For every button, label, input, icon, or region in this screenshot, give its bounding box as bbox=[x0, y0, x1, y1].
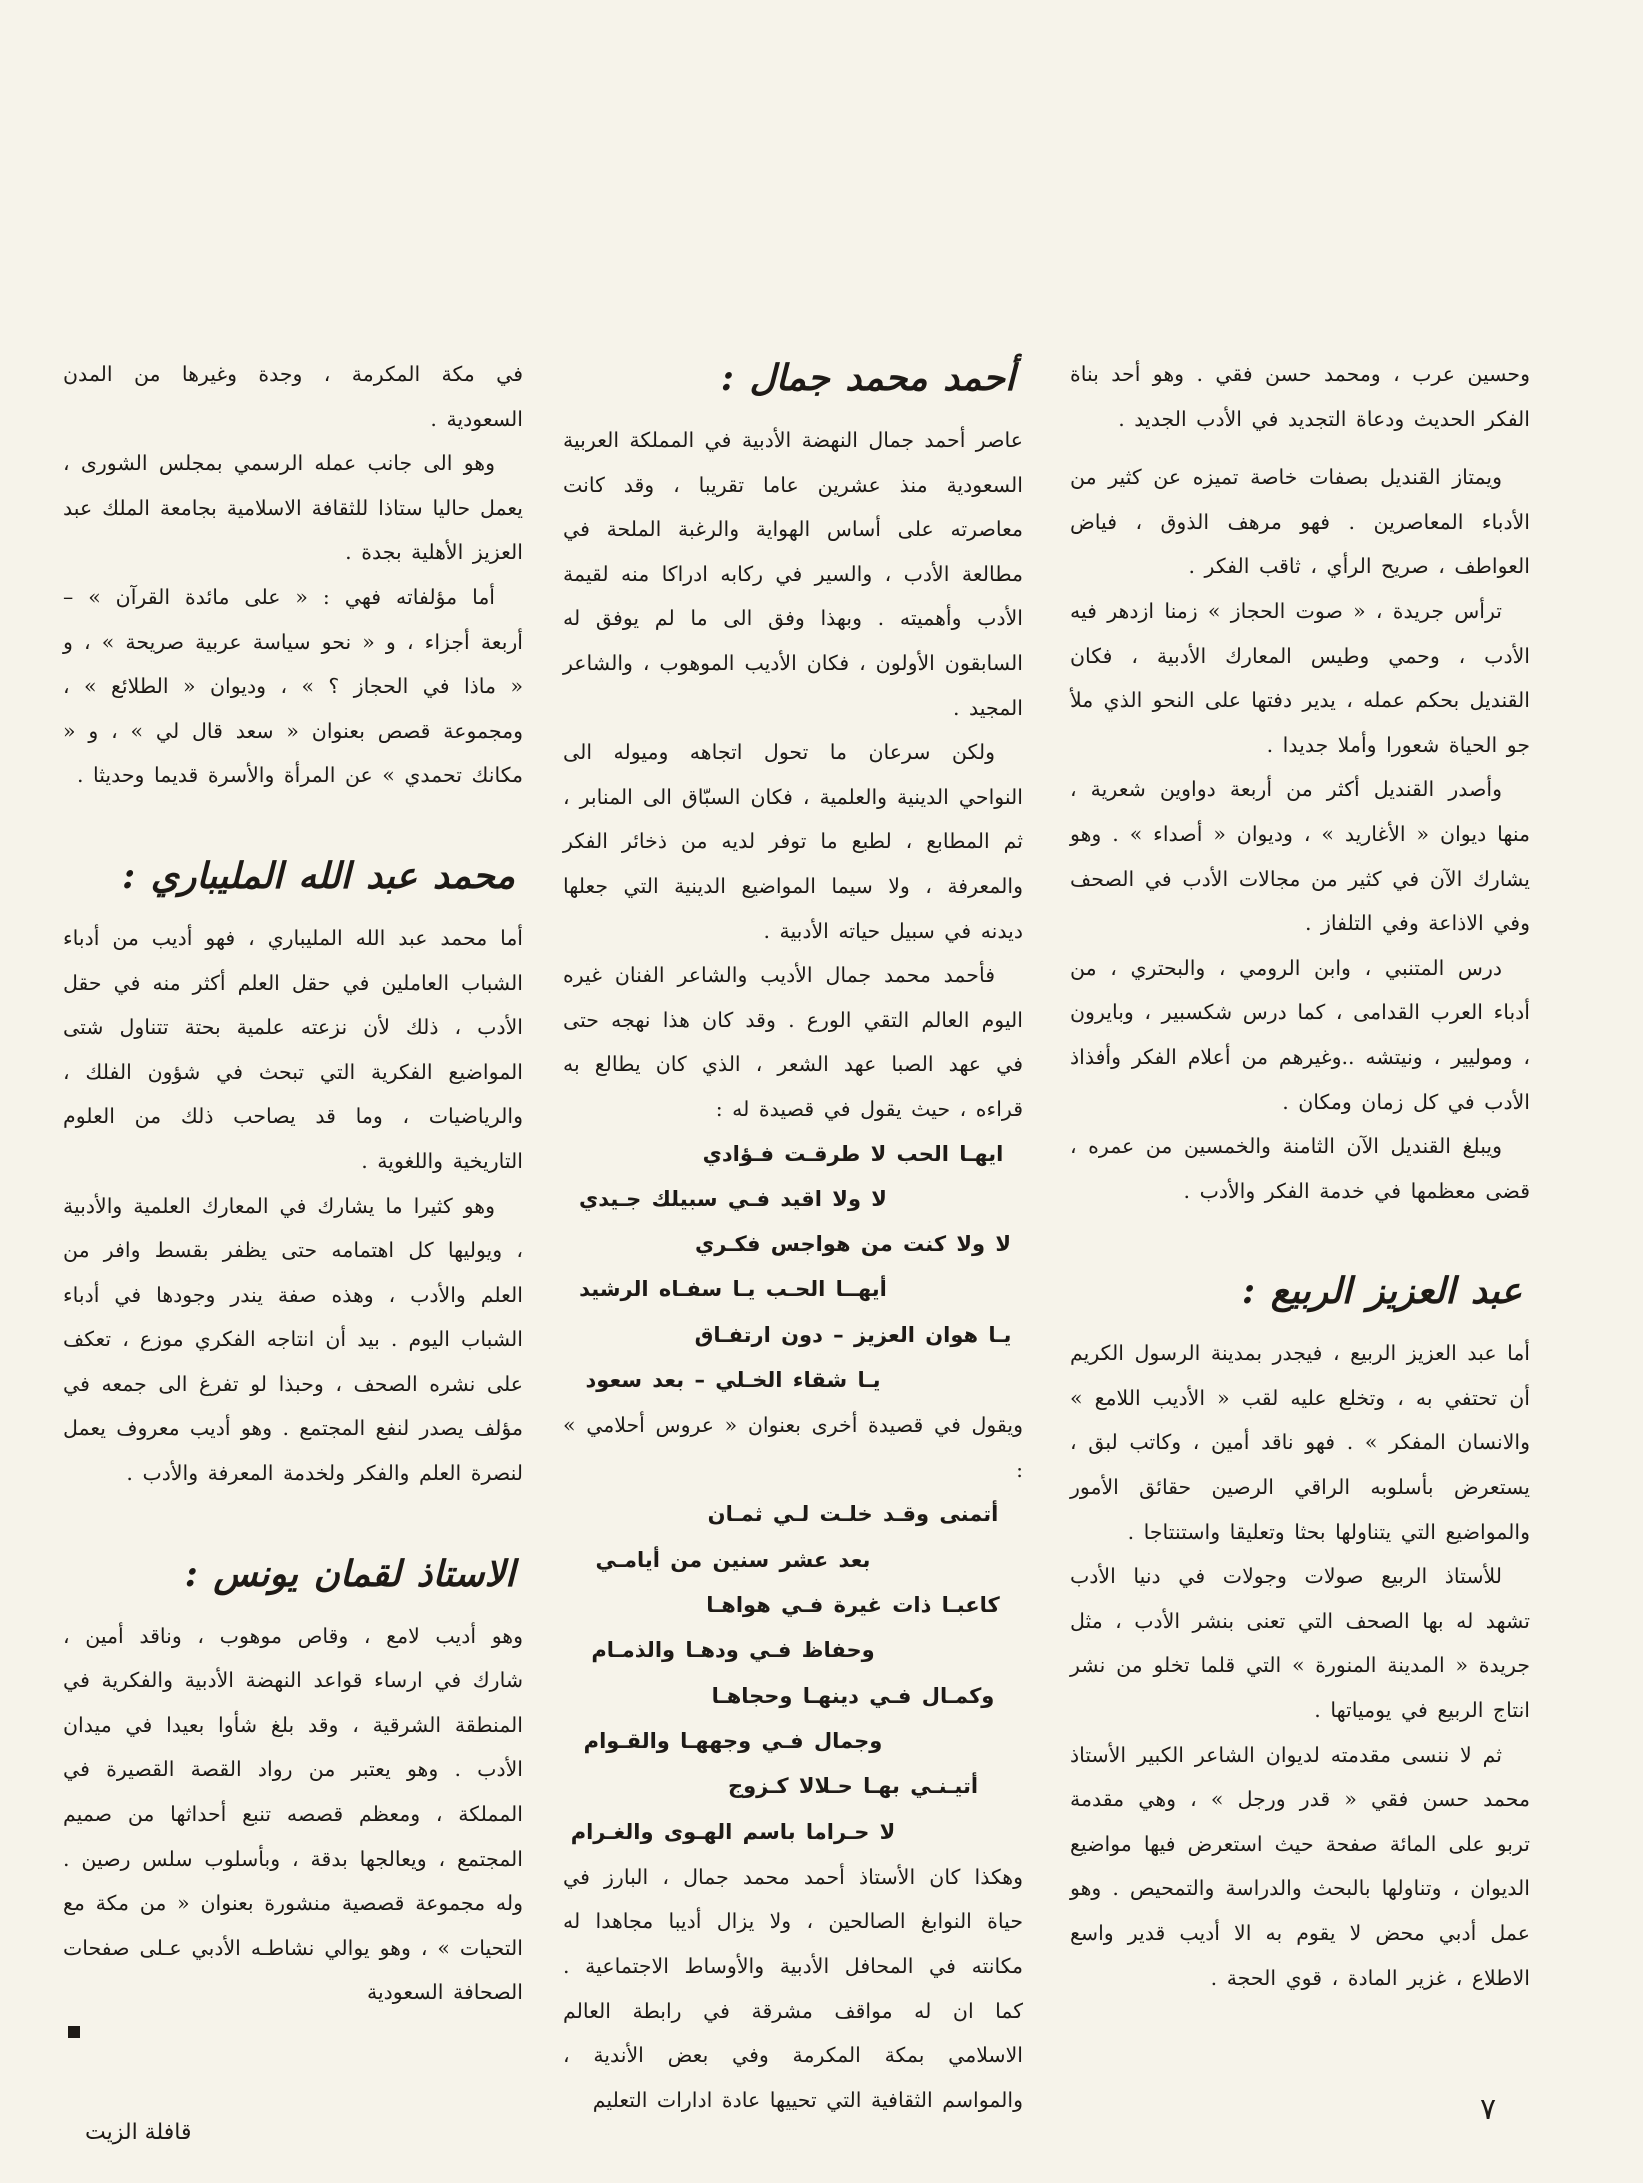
paragraph: وهو كثيرا ما يشارك في المعارك العلمية والأدبية ، ويوليها كل اهتمامه حتى يظفر بقسط وافر من العلم والأدب ، وهذه صفة يندر وجودها في أدباء الشباب اليوم . بيد أن انتاجه الفكري موزع ، تعكف على نشره الصحف ، وحبذا لو تفرغ الى جمعه في مؤلف يصدر لنفع المجتمع . وهو أديب معروف يعمل لنصرة العلم والفكر ولخدمة المعرفة والأدب . bbox=[63, 1193, 523, 1486]
column-right bbox=[1070, 352, 1530, 2072]
paragraph: ويمتاز القنديل بصفات خاصة تميزه عن كثير من الأدباء المعاصرين . فهو مرهف الذوق ، فياض العواطف ، صريح الرأي ، ثاقب الفكر . bbox=[1070, 465, 1530, 579]
section-heading: عبد العزيز الربيع : bbox=[1241, 1270, 1522, 1313]
paragraph: وأصدر القنديل أكثر من أربعة دواوين شعرية ، منها ديوان « الأغاريد » ، وديوان « أصداء » . وهو يشارك الآن في كثير من مجالات الأدب في الصحف وفي الاذاعة وفي التلفاز . bbox=[1070, 777, 1530, 936]
poem-verse: لا ولا اقيد فـي سبيلك جـيدي bbox=[579, 1186, 887, 1211]
poem-verse: وكمـال فـي دينهـا وحجاهـا bbox=[711, 1683, 995, 1708]
paragraph: وهو أديب لامع ، وقاص موهوب ، وناقد أمين ، شارك في ارساء قواعد النهضة الأدبية والفكرية في المنطقة الشرقية ، وقد بلغ شأوا بعيدا في ميدان الأدب . وهو يعتبر من رواد القصة القصيرة في المملكة ، ومعظم قصصه تنبع أحداثها من صميم المجتمع ، ويعالجها بدقة ، وبأسلوب سلس رصين . وله مجموعة قصصية منشورة بعنوان « من مكة مع التحيات » ، وهو يوالي نشاطـه الأدبي عـلى صفحات الصحافة السعودية bbox=[63, 1623, 523, 2005]
paragraph: أما محمد عبد الله المليباري ، فهو أديب من أدباء الشباب العاملين في حقل العلم أكثر منه في حقل الأدب ، ذلك لأن نزعته علمية بحتة تتناول شتى المواضيع الفكرية التي تبحث في شؤون الفلك ، والرياضيات ، وما قد يصاحب ذلك من العلوم التاريخية واللغوية . bbox=[63, 925, 523, 1173]
paragraph: ويبلغ القنديل الآن الثامنة والخمسين من عمره ، قضى معظمها في خدمة الفكر والأدب . bbox=[1070, 1134, 1530, 1203]
poem bbox=[563, 1132, 1023, 1404]
poem-verse: يـا شقاء الخـلي – بعد سعود bbox=[585, 1367, 881, 1392]
poem-verse: لا حـراما باسم الهـوى والغـرام bbox=[570, 1819, 896, 1844]
magazine-name: قافلة الزيت bbox=[85, 2120, 192, 2145]
paragraph: وهكذا كان الأستاذ أحمد محمد جمال ، البارز في حياة النوابغ الصالحين ، ولا يزال أديبا مجاهدا له مكانته في المحافل الأدبية والأوساط الاجتماعية . كما ان له مواقف مشرقة في رابطة العالم الاسلامي بمكة المكرمة وفي بعض الأندية ، والمواسم الثقافية التي تحييها عادة ادارات التعليم bbox=[563, 1864, 1023, 2112]
end-of-article-mark bbox=[68, 2026, 80, 2038]
paragraph: للأستاذ الربيع صولات وجولات في دنيا الأدب تشهد له بها الصحف التي تعنى بنشر الأدب ، مثل جريدة « المدينة المنورة » التي قلما تخلو من نشر انتاج الربيع في يومياتها . bbox=[1070, 1564, 1530, 1723]
paragraph: درس المتنبي ، وابن الرومي ، والبحتري ، من أدباء العرب القدامى ، كما درس شكسبير ، وبايرون ، وموليير ، ونيتشه ..وغيرهم من أعلام الفكر وأفذاذ الأدب في كل زمان ومكان . bbox=[1070, 955, 1530, 1114]
paragraph: أما عبد العزيز الربيع ، فيجدر بمدينة الرسول الكريم أن تحتفي به ، وتخلع عليه لقب « الأديب اللامع » والانسان المفكر » . فهو ناقد أمين ، وكاتب لبق ، يستعرض بأسلوبه الراقي الرصين حقائق الأمور والمواضيع التي يتناولها بحثا وتعليقا واستنتاجا . bbox=[1070, 1341, 1530, 1544]
column-left bbox=[63, 352, 523, 2072]
column-middle bbox=[563, 352, 1023, 2112]
poem-verse: وحفاظ فـي ودهـا والذمـام bbox=[591, 1638, 875, 1663]
poem-verse: لا ولا كنت من هواجس فكـري bbox=[695, 1232, 1011, 1257]
paragraph: أما مؤلفاته فهي : « على مائدة القرآن » – أربعة أجزاء ، و « نحو سياسة عربية صريحة » ، و « ماذا في الحجاز ؟ » ، وديوان « الطلائع » ، ومجموعة قصص بعنوان « سعد قال لي » ، و « مكانك تحمدي » عن المرأة والأسرة قديما وحديثا . bbox=[63, 584, 523, 788]
poem-verse: أتمنى وقـد خلـت لـي ثمـان bbox=[707, 1502, 999, 1527]
section-heading: الاستاذ لقمان يونس : bbox=[184, 1552, 515, 1595]
paragraph: ثم لا ننسى مقدمته لديوان الشاعر الكبير الأستاذ محمد حسن فقي « قدر ورجل » ، وهي مقدمة تربو على المائة صفحة حيث استعرض فيها مواضيع الديوان ، وتناولها بالبحث والدراسة والتمحيص . وهو عمل أدبي محض لا يقوم به الا أديب قدير واسع الاطلاع ، غزير المادة ، قوي الحجة . bbox=[1070, 1742, 1530, 1990]
poem-verse: كاعبـا ذات غيرة فـي هواهـا bbox=[706, 1593, 1000, 1618]
page-number: ٧ bbox=[1480, 2092, 1497, 2127]
poem-verse: وجمال فـي وجههـا والقـوام bbox=[583, 1728, 883, 1753]
section-heading: محمد عبد الله المليباري : bbox=[121, 854, 515, 897]
poem-verse: يـا هوان العزيز – دون ارتفـاق bbox=[694, 1322, 1012, 1347]
section-heading: أحمد محمد جمال : bbox=[720, 357, 1015, 399]
paragraph: فأحمد محمد جمال الأديب والشاعر الفنان غيره اليوم العالم التقي الورع . وقد كان هذا نهجه حتى في عهد الصبا عهد الشعر ، الذي كان يطالع به قراءه ، حيث يقول في قصيدة له : bbox=[563, 963, 1023, 1121]
paragraph: ولكن سرعان ما تحول اتجاهه وميوله الى النواحي الدينية والعلمية ، فكان السبّاق الى المنابر ، ثم المطابع ، لطبع ما توفر لديه من ذخائر الفكر والمعرفة ، ولا سيما المواضيع الدينية التي جعلها ديدنه في سبيل حياته الأدبية . bbox=[563, 740, 1023, 943]
poem-verse: أتيـنـي بهـا حـلالا كـزوج bbox=[727, 1774, 979, 1799]
paragraph: ترأس جريدة ، « صوت الحجاز » زمنا ازدهر فيه الأدب ، وحمي وطيس المعارك الأدبية ، فكان القنديل بحكم عمله ، يدير دفتها على النحو الذي ملأ جو الحياة شعورا وأملا جديدا . bbox=[1070, 598, 1530, 757]
poem-verse: أيهــا الحـب يـا سفـاه الرشيد bbox=[579, 1277, 887, 1302]
paragraph: عاصر أحمد جمال النهضة الأدبية في المملكة العربية السعودية منذ عشرين عاما تقريبا ، وقد كانت معاصرته على أساس الهواية والرغبة الملحة في مطالعة الأدب ، والسير في ركابه ادراكا منه لقيمة الأدب وأهميته . وبهذا وفق الى ما لم يوفق له السابقون الأولون ، فكان الأديب الموهوب ، والشاعر المجيد . bbox=[563, 428, 1023, 720]
poem bbox=[563, 1492, 1023, 1854]
poem-verse: بعد عشر سنين من أيامـي bbox=[595, 1547, 871, 1572]
paragraph: في مكة المكرمة ، وجدة وغيرها من المدن السعودية . bbox=[63, 362, 523, 431]
poem-verse: ايهـا الحب لا طرقـت فـؤادي bbox=[702, 1141, 1004, 1166]
paragraph: وهو الى جانب عمله الرسمي بمجلس الشورى ، يعمل حاليا ستاذا للثقافة الاسلامية بجامعة الملك عبد العزيز الأهلية بجدة . bbox=[63, 451, 523, 565]
poem-intro: ويقول في قصيدة أخرى بعنوان « عروس أحلامي » : bbox=[563, 1413, 1023, 1482]
paragraph: وحسين عرب ، ومحمد حسن فقي . وهو أحد بناة الفكر الحديث ودعاة التجديد في الأدب الجديد . bbox=[1070, 362, 1530, 431]
